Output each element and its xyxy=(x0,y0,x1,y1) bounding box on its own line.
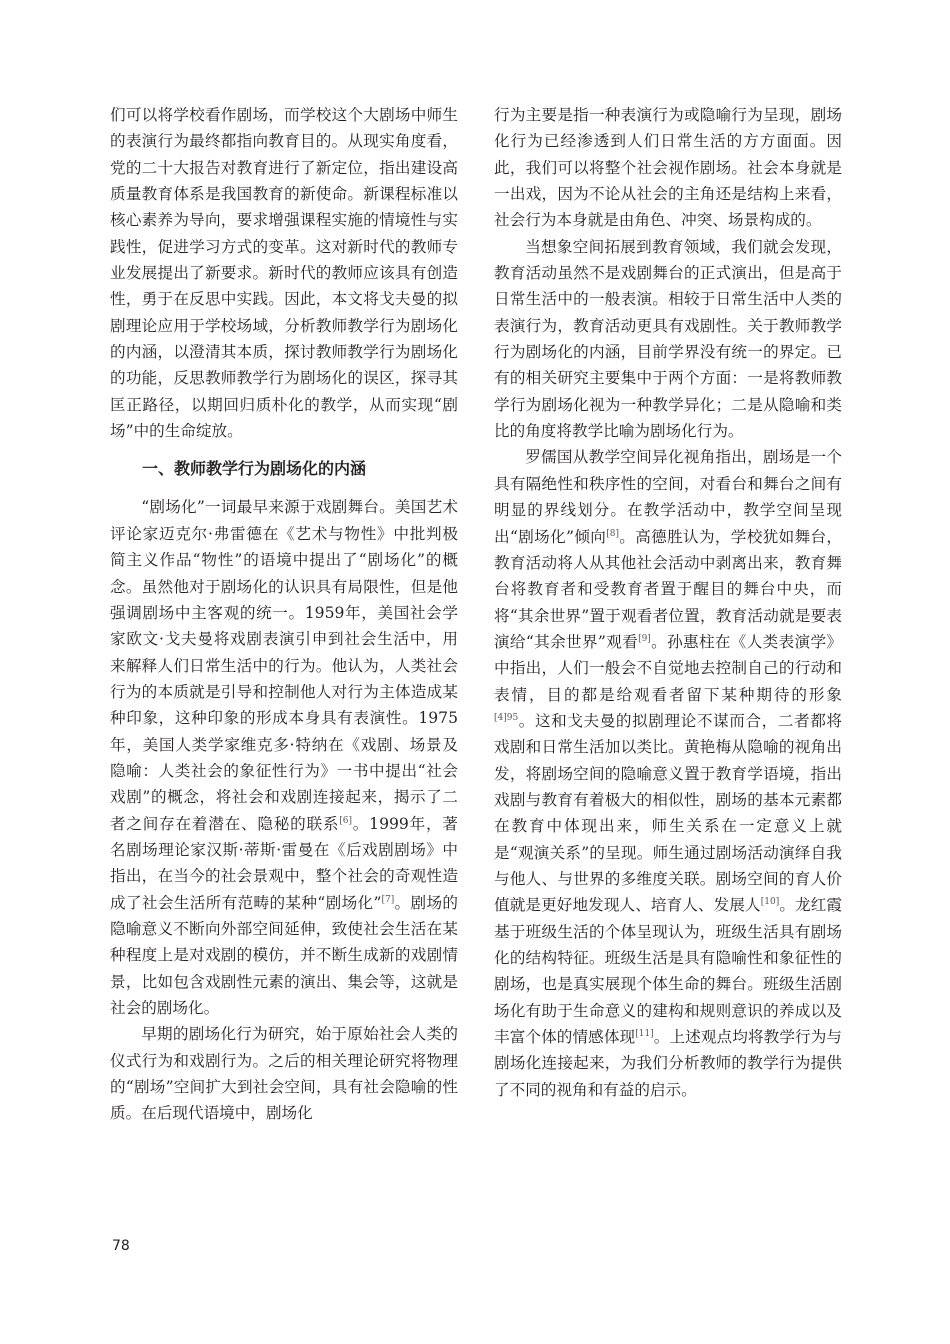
section-heading: 一、教师教学行为剧场化的内涵 xyxy=(142,459,367,479)
text-run: 。龙红霞基于班级生活的个体呈现认为，班级生活具有剧场化的结构特征。班级生活是具有隐喻性和象征性的剧场，也是真实展现个体生命的舞台。班级生活剧场化有助于生命意义的建构和规则意识的养成以及丰富个体的情感体现 xyxy=(494,896,842,1047)
text-run: 。上述观点均将教学行为与剧场化连接起来，为我们分析教师的教学行为提供了不同的视角和有益的启示。 xyxy=(494,1028,842,1099)
citation-ref: [4]95 xyxy=(494,712,519,723)
right-paragraph-2: 当想象空间拓展到教育领域，我们就会发现，教育活动虽然不是戏剧舞台的正式演出，但是高于日常生活中的一般表演。相较于日常生活中人类的表演行为，教育活动更具有戏剧性。关于教师教学行为剧场化的内涵，目前学界没有统一的界定。已有的相关研究主要集中于两个方面：一是将教师教学行为剧场化视为一种教学异化；二是从隐喻和类比的角度将教学比喻为剧场化行为。 xyxy=(494,237,842,441)
left-paragraph-2 xyxy=(110,494,458,1021)
right-paragraph-1: 行为主要是指一种表演行为或隐喻行为呈现，剧场化行为已经渗透到人们日常生活的方方面面。因此，我们可以将整个社会视作剧场。社会本身就是一出戏，因为不论从社会的主角还是结构上来看，社会行为本身就是由角色、冲突、场景构成的。 xyxy=(494,106,842,230)
right-column xyxy=(494,102,842,1103)
text-run: 罗儒国从教学空间异化视角指出，剧场是一个具有隔绝性和秩序性的空间，对看台和舞台之间有明显的界线划分。在教学活动中，教学空间呈现出“剧场化”倾向 xyxy=(494,448,842,546)
text-run: 。1999年，著名剧场理论家汉斯·蒂斯·雷曼在《后戏剧剧场》中指出，在当今的社会景观中，整个社会的奇观性造成了社会生活所有范畴的某种“剧场化” xyxy=(110,814,458,912)
text-run: 。剧场的隐喻意义不断向外部空间延伸，致使社会生活在某种程度上是对戏剧的模仿，并不断生成新的戏剧情景，比如包含戏剧性元素的演出、集会等，这就是社会的剧场化。 xyxy=(110,893,458,1017)
left-column xyxy=(110,102,458,1127)
citation-ref: [10] xyxy=(760,897,780,908)
citation-ref: [11] xyxy=(635,1028,654,1039)
citation-ref: [8] xyxy=(606,528,619,539)
citation-ref: [7] xyxy=(381,894,395,905)
citation-ref: [6] xyxy=(339,815,353,826)
citation-ref: [9] xyxy=(638,633,651,644)
left-paragraph-3: 早期的剧场化行为研究，始于原始社会人类的仪式行为和戏剧行为。之后的相关理论研究将物理的“剧场”空间扩大到社会空间，具有社会隐喻的性质。在后现代语境中，剧场化 xyxy=(110,1025,458,1123)
text-run: 。这和戈夫曼的拟剧理论不谋而合，二者都将戏剧和日常生活加以类比。黄艳梅从隐喻的视角出发，将剧场空间的隐喻意义置于教育学语境，指出戏剧与教育有着极大的相似性，剧场的基本元素都在教育中体现出来，师生关系在一定意义上就是“观演关系”的呈现。师生通过剧场活动演绎自我与他人、与世界的多维度关联。剧场空间的育人价值就是更好地发现人、培育人、发展人 xyxy=(494,711,842,915)
right-paragraph-3 xyxy=(494,444,842,1103)
text-run: 。孙惠柱在《人类表演学》中指出，人们一般会不自觉地去控制自己的行动和表情，目的都是给观看者留下某种期待的形象 xyxy=(494,632,842,704)
page-number: 78 xyxy=(112,1238,130,1254)
left-paragraph-1: 们可以将学校看作剧场，而学校这个大剧场中师生的表演行为最终都指向教育目的。从现实角度看，党的二十大报告对教育进行了新定位，指出建设高质量教育体系是我国教育的新使命。新课程标准以核心素养为导向，要求增强课程实施的情境性与实践性，促进学习方式的变革。这对新时代的教师专业发展提出了新要求。新时代的教师应该具有创造性，勇于在反思中实践。因此，本文将戈夫曼的拟剧理论应用于学校场域，分析教师教学行为剧场化的内涵，以澄清其本质，探讨教师教学行为剧场化的功能，反思教师教学行为剧场化的误区，探寻其匡正路径，以期回归质朴化的教学，从而实现“剧场”中的生命绽放。 xyxy=(110,106,458,441)
text-run: “剧场化”一词最早来源于戏剧舞台。美国艺术评论家迈克尔·弗雷德在《艺术与物性》中批判极简主义作品“物性”的语境中提出了“剧场化”的概念。虽然他对于剧场化的认识具有局限性，但是他强调剧场中主客观的统一。1959年，美国社会学家欧文·戈夫曼将戏剧表演引申到社会生活中，用来解释人们日常生活中的行为。他认为，人类社会行为的本质就是引导和控制他人对行为主体造成某种印象，这种印象的形成本身具有表演性。1975年，美国人类学家维克多·特纳在《戏剧、场景及隐喻：人类社会的象征性行为》一书中提出“社会戏剧”的概念，将社会和戏剧连接起来，揭示了二者之间存在着潜在、隐秘的联系 xyxy=(110,498,458,833)
text-run: 。高德胜认为，学校犹如舞台，教育活动将人从其他社会活动中剥离出来，教育舞台将教育者和受教育者置于醒目的舞台中央，而将“其余世界”置于观看者位置，教育活动就是要表演给“其余世界”观看 xyxy=(494,527,842,651)
